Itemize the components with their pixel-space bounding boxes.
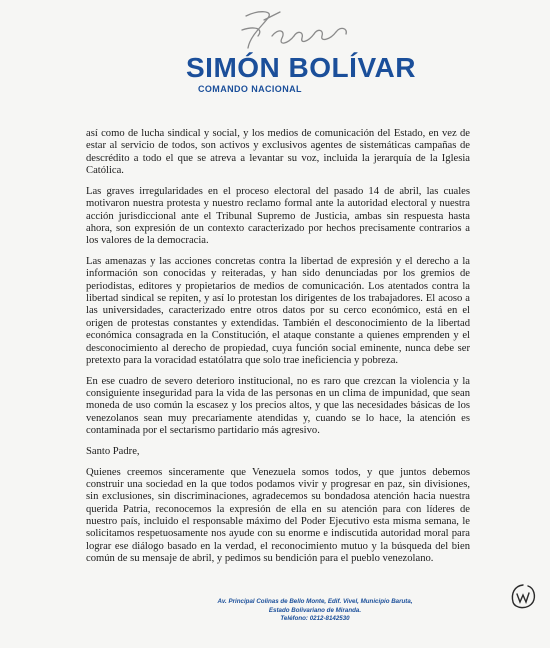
brand-name: SIMÓN BOLÍVAR xyxy=(186,52,416,83)
letterhead xyxy=(0,0,550,118)
footer-address xyxy=(190,598,440,624)
phone-line: Teléfono: 0212-8142530 xyxy=(280,615,350,622)
paragraph: Quienes creemos sinceramente que Venezuela somos todos, y que juntos debemos construir una sociedad en la que todos podamos vivir y progresar en paz, sin divisiones, sin exclusiones, sin discriminaciones, agradecemos su bondadosa atención hacia nuestra querida Patria, reconocemos la expresión de ella en su atención para con líderes de nuestro país, incluido el responsable máximo del Poder Ejecutivo esta misma semana, le solicitamos respetuosamente nos ayude con su enorme e indiscutida autoridad moral para lograr ese diálogo basado en la verdad, el reconocimiento mutuo y la búsqueda del bien común de su mensaje de abril, y pedimos su bendición para el pueblo venezolano. xyxy=(86,466,470,565)
letter-body xyxy=(86,128,470,574)
paragraph: En ese cuadro de severo deterioro institucional, no es raro que crezcan la violencia y la consiguiente inseguridad para la vida de las personas en un clima de impunidad, que sean moneda de uso común la escasez y los precios altos, y que las necesidades básicas de los venezolanos sean muy precariamente atendidas y, cuando se lo hace, la atención es contaminada por el sectarismo partidario más agresivo. xyxy=(86,375,470,437)
brand-subtitle: COMANDO NACIONAL xyxy=(198,84,302,94)
address-line: Estado Bolivariano de Miranda. xyxy=(268,606,362,614)
handwritten-initial-icon xyxy=(508,582,538,612)
address-line: Av. Principal Colinas de Bello Monte, Edif. Vivel, Municipio Baruta, xyxy=(217,598,413,605)
paragraph: así como de lucha sindical y social, y los medios de comunicación del Estado, en vez de estar al servicio de todos, son activos y exclusivos agentes de sistemáticas campañas de descrédito a todo el que se atreva a levantar su voz, incluida la jerarquía de la Iglesia Católica. xyxy=(86,128,470,177)
paragraph: Las amenazas y las acciones concretas contra la libertad de expresión y el derecho a la información son conocidas y reiteradas, y han sido denunciadas por los gremios de periodistas, editores y propietarios de medios de comunicación. Los atentados contra la libertad sindical se repiten, y así lo protestan los dirigentes de los trabajadores. El acoso a las universidades, caracterizado entre otros datos por su cerco económico, está en el origen de protestas constantes y extendidas. También el desconocimiento de la libertad económica consagrada en la Constitución, el ataque constante a quienes emprenden y el desconocimiento al derecho de propiedad, cuya función social eminente, nunca debe ser pretexto para la voracidad estatólatra que solo trae ineficiencia y pobreza. xyxy=(86,256,470,366)
salutation: Santo Padre, xyxy=(86,445,140,457)
paragraph: Las graves irregularidades en el proceso electoral del pasado 14 de abril, las cuales motivaron nuestra protesta y nuestro reclamo formal ante la autoridad electoral y nuestra acción jurisdiccional ante el Tribunal Supremo de Justicia, ambas sin respuesta hasta ahora, son expresión de un contexto caracterizado por hechos precisamente contrarios a los valores de la democracia. xyxy=(86,185,470,247)
